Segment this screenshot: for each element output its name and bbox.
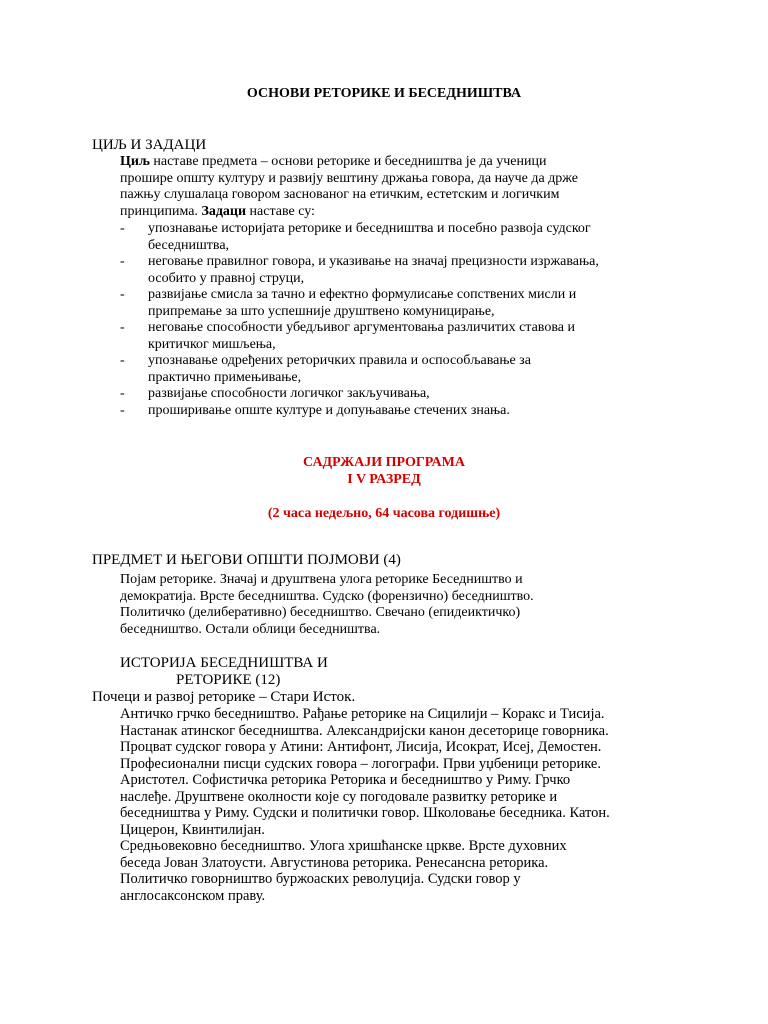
- task-line: развијање способности логичког закључивања,: [148, 386, 430, 401]
- section-2-line: англосаксонском праву.: [120, 887, 266, 904]
- grade-heading: I V РАЗРЕД: [347, 472, 421, 487]
- task-line: проширивање опште културе и допуњавање стечених знања.: [148, 402, 510, 418]
- task-line: практично примењивање,: [148, 369, 302, 385]
- task-dash: -: [120, 386, 125, 401]
- section-1-line: Појам реторике. Значај и друштвена улога реторике Беседништво и: [120, 572, 523, 587]
- section-2-line: Аристотел. Софистичка реторика Реторика и беседништво у Риму. Грчко: [120, 772, 571, 788]
- section-2-subheading: Почеци и развој реторике – Стари Исток.: [92, 689, 356, 705]
- task-line: упознавање историјата реторике и беседништва и посебно развоја судског: [148, 221, 591, 236]
- section-2-line: наслеђе. Друштвене околности које су погодовале развитку реторике и: [120, 788, 558, 805]
- section-2-line: Процват судског говора у Атини: Антифонт, Лисија, Исократ, Исеј, Демостен.: [120, 739, 602, 755]
- section-2-line: беседништва у Риму. Судски и политички говор. Школовање беседника. Катон.: [120, 805, 610, 821]
- task-line: упознавање одређених реторичких правила и оспособљавање за: [148, 353, 531, 368]
- task-item: [120, 353, 599, 386]
- section-1-body: [120, 572, 534, 638]
- tasks-word: Задаци: [201, 203, 247, 219]
- task-line: припремање за што успешније друштвено комуницирање,: [148, 303, 495, 319]
- task-item: [120, 403, 599, 420]
- task-line: критичког мишљења,: [148, 336, 276, 352]
- task-dash: -: [120, 221, 125, 236]
- task-dash: -: [120, 402, 125, 418]
- goal-word: Циљ: [120, 154, 150, 169]
- task-line: неговање способности убедљивог аргументовања различитих ставова и: [148, 320, 575, 335]
- section-1-heading: ПРЕДМЕТ И ЊЕГОВИ ОПШТИ ПОЈМОВИ (4): [92, 552, 401, 568]
- section-1-line: беседништво. Остали облици беседништва.: [120, 621, 381, 637]
- section-2-line: Средњовековно беседништво. Улога хришћанске цркве. Врсте духовних: [120, 838, 567, 854]
- task-item: [120, 221, 599, 254]
- section-2-body: [120, 706, 610, 904]
- goals-intro-line-4: принципима. Задаци наставе су:: [120, 203, 315, 219]
- goals-heading: ЦИЉ И ЗАДАЦИ: [92, 137, 207, 153]
- task-dash: -: [120, 320, 125, 335]
- task-line: развијање смисла за тачно и ефектно формулисање сопствених мисли и: [148, 287, 577, 302]
- goals-intro-line-1: Циљ наставе предмета – основи реторике и беседништва је да ученици: [120, 154, 547, 169]
- task-dash: -: [120, 254, 125, 269]
- task-dash: -: [120, 287, 125, 302]
- section-1-line: демократија. Врсте беседништва. Судско (форензично) беседништво.: [120, 588, 534, 604]
- section-2-line: Професионални писци судских говора – логографи. Први уџбеници реторике.: [120, 755, 601, 772]
- section-2-heading-line-2: РЕТОРИКЕ (12): [176, 672, 281, 688]
- section-2-heading-line-1: ИСТОРИЈА БЕСЕДНИШТВА И: [120, 655, 328, 671]
- task-line: особито у правној струци,: [148, 270, 305, 286]
- task-item: [120, 386, 599, 403]
- section-1-line: Политичко (делиберативно) беседништво. Свечано (епидеиктичко): [120, 605, 521, 620]
- task-item: [120, 287, 599, 320]
- section-2-line: Настанак атинског беседништва. Александријски канон десеторице говорника.: [120, 722, 609, 739]
- task-line: неговање правилног говора, и указивање на значај прецизности изржавања,: [148, 254, 599, 269]
- tasks-list: [120, 221, 599, 419]
- goals-intro-line-2: прошире општу културу и развију вештину држања говора, да науче да држе: [120, 170, 578, 186]
- task-item: [120, 320, 599, 353]
- section-2-line: Политичко говорништво буржоаских револуција. Судски говор у: [120, 871, 521, 887]
- goals-intro: [120, 154, 578, 220]
- section-2-line: Цицерон, Квинтилијан.: [120, 821, 265, 838]
- hours-note: (2 часа недељно, 64 часова годишње): [267, 506, 501, 521]
- program-heading: САДРЖАЈИ ПРОГРАМА: [303, 455, 465, 470]
- task-dash: -: [120, 353, 125, 368]
- goals-intro-line-3: пажњу слушалаца говором заснованог на етичким, естетским и логичким: [120, 187, 560, 202]
- section-2-line: беседа Јован Златоусти. Августинова реторика. Ренесансна реторика.: [120, 854, 549, 871]
- document-title: ОСНОВИ РЕТОРИКЕ И БЕСЕДНИШТВА: [246, 86, 522, 101]
- task-line: беседништва,: [148, 237, 230, 253]
- task-item: [120, 254, 599, 287]
- section-2-line: Античко грчко беседништво. Рађање реторике на Сицилији – Коракс и Тисија.: [120, 706, 605, 722]
